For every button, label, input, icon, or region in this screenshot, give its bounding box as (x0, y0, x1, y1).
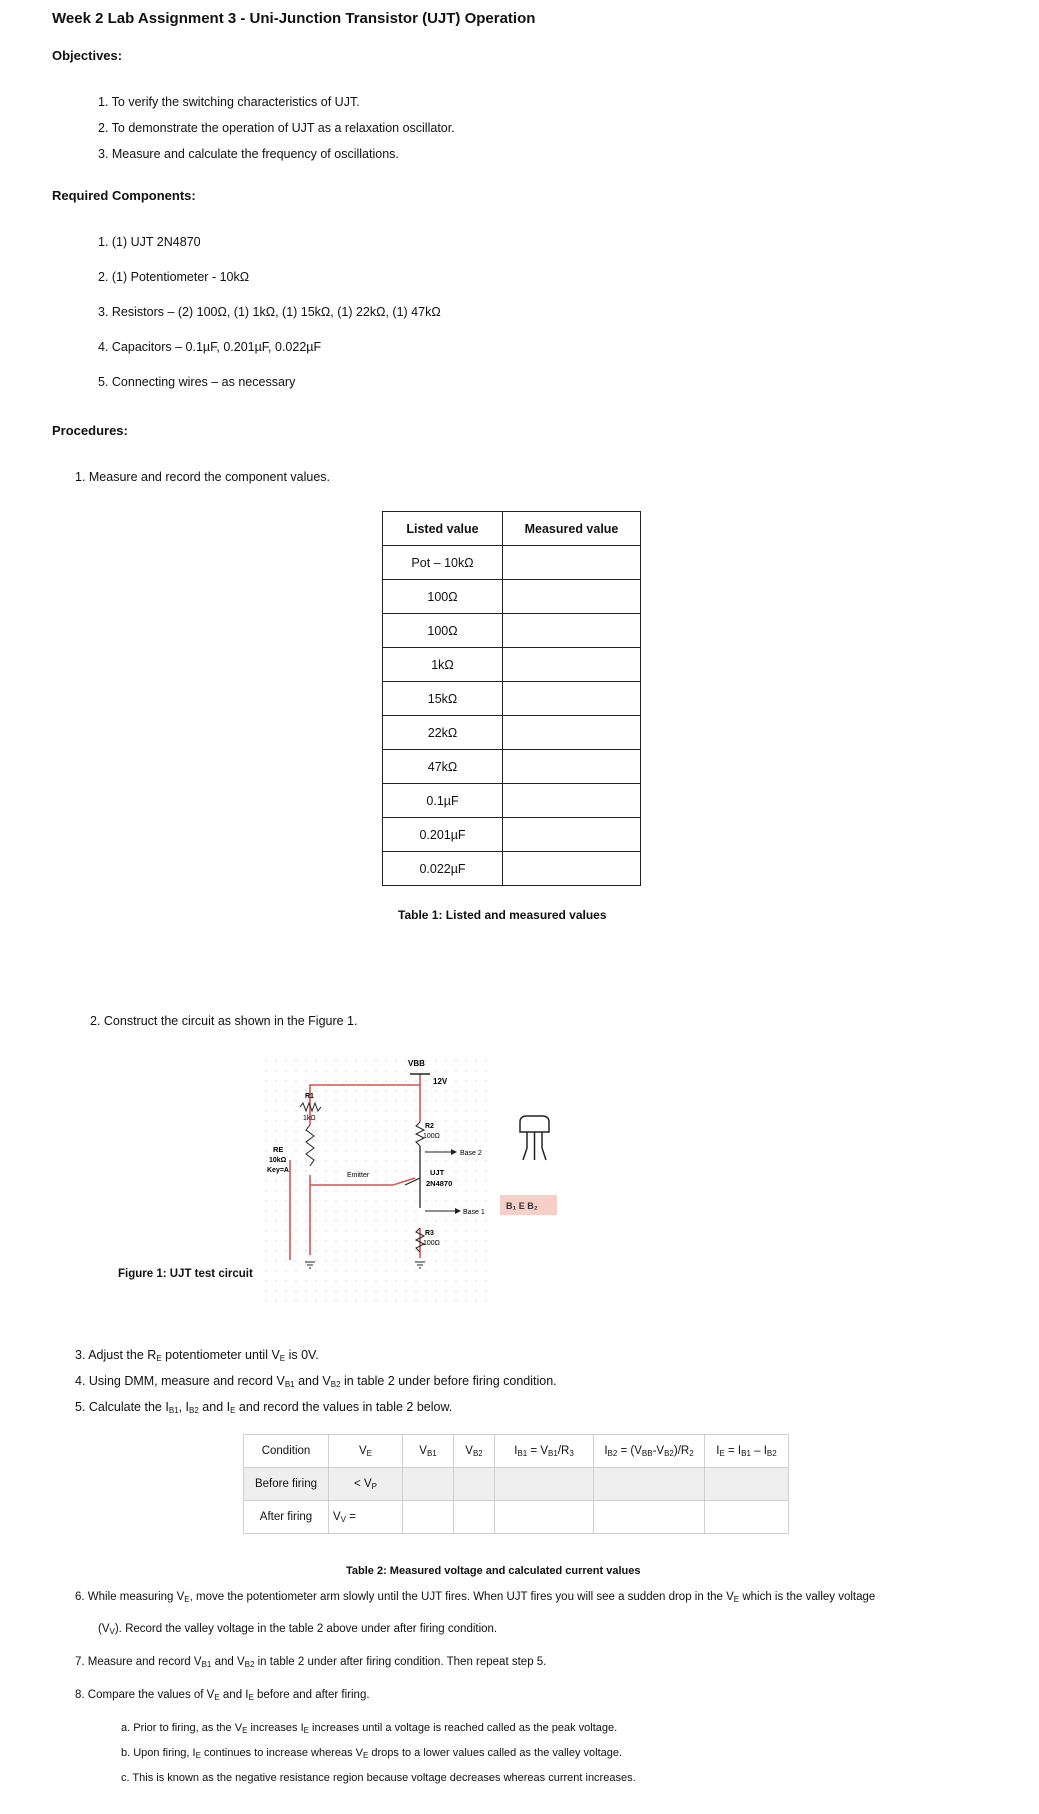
r1-value: 1kΩ (303, 1115, 316, 1122)
table1-header-measured: Measured value (503, 512, 641, 546)
table2-header-ve: $V_E$ (329, 1435, 403, 1468)
table1-cell: 47kΩ (383, 750, 503, 784)
table-row (383, 716, 641, 750)
grid-background (265, 1055, 490, 1305)
figure1-caption: Figure 1: UJT test circuit (118, 1268, 253, 1280)
procedure-step-4: 4. Using DMM, measure and record $V_{B1}$ and $V_{B2}$ in table 2 under before firing condition. (75, 1374, 557, 1389)
procedure-step-8: 8. Compare the values of $V_E$ and $I_E$ before and after firing. (75, 1689, 370, 1702)
procedure-step-5: 5. Calculate the $I_{B1}$, $I_{B2}$ and $I_E$ and record the values in table 2 below. (75, 1400, 453, 1415)
table-row (244, 1468, 789, 1501)
components-heading: Required Components: (52, 188, 196, 203)
procedure-step-8b: b. Upon firing, $I_E$ continues to increase whereas $V_E$ drops to a lower values called as the valley voltage. (121, 1747, 623, 1760)
table-measured-voltage (243, 1434, 789, 1534)
base2-label: Base 2 (460, 1150, 482, 1157)
component-item: 5. Connecting wires – as necessary (98, 375, 296, 389)
r2-value: 100Ω (423, 1133, 440, 1140)
table2-ve-after[interactable]: $V_V$ = (329, 1501, 403, 1534)
table2-input-cell[interactable] (403, 1468, 454, 1501)
table2-input-cell[interactable] (403, 1501, 454, 1534)
base1-label: Base 1 (463, 1209, 485, 1216)
table2-input-cell[interactable] (454, 1468, 495, 1501)
vbb-label: VBB (408, 1059, 425, 1068)
table-row (383, 784, 641, 818)
table-listed-measured (382, 511, 641, 886)
table2-input-cell[interactable] (454, 1501, 495, 1534)
table2-input-cell[interactable] (495, 1468, 594, 1501)
page-title: Week 2 Lab Assignment 3 - Uni-Junction Transistor (UJT) Operation (52, 10, 536, 27)
procedure-step-2: 2. Construct the circuit as shown in the Figure 1. (90, 1014, 358, 1028)
table-row (383, 580, 641, 614)
table-row (383, 546, 641, 580)
measured-cell[interactable] (503, 818, 641, 852)
measured-cell[interactable] (503, 648, 641, 682)
table1-cell: 100Ω (383, 580, 503, 614)
table2-header-vb1: $V_{B1}$ (403, 1435, 454, 1468)
table2-input-cell[interactable] (594, 1501, 705, 1534)
pin-labels: B₁ E B₂ (506, 1201, 538, 1211)
table2-header-ib1: $I_{B1} = V_{B1}/R_3$ (495, 1435, 594, 1468)
procedure-step-6: 6. While measuring $V_E$, move the potentiometer arm slowly until the UJT fires. When UJT fires you will see a sudden drop in the $V_E$ which is the valley voltage (75, 1591, 876, 1604)
re-key: Key=A (267, 1167, 289, 1174)
table2-header-condition: Condition (244, 1435, 329, 1468)
ujt-label: UJT (430, 1168, 445, 1177)
re-label: RE (273, 1145, 284, 1154)
table2-input-cell[interactable] (705, 1501, 789, 1534)
table1-cell: 0.1µF (383, 784, 503, 818)
procedure-step-8a: a. Prior to firing, as the $V_E$ increases $I_E$ increases until a voltage is reached called as the peak voltage. (121, 1722, 618, 1735)
table-row (383, 648, 641, 682)
table-row (244, 1501, 789, 1534)
table2-caption: Table 2: Measured voltage and calculated current values (346, 1565, 641, 1577)
procedure-step-3: 3. Adjust the $R_E$ potentiometer until $V_E$ is 0V. (75, 1348, 319, 1363)
objective-item: 3. Measure and calculate the frequency of oscillations. (98, 147, 399, 161)
table1-cell: Pot – 10kΩ (383, 546, 503, 580)
table2-condition-after: After firing (244, 1501, 329, 1534)
measured-cell[interactable] (503, 614, 641, 648)
table-row (383, 750, 641, 784)
procedure-step-1: 1. Measure and record the component values. (75, 470, 331, 484)
vbb-value: 12V (433, 1077, 448, 1086)
table1-caption: Table 1: Listed and measured values (398, 908, 607, 922)
table2-input-cell[interactable] (594, 1468, 705, 1501)
table2-header-ib2: $I_{B2} = (V_{BB}-V_{B2})/R_2$ (594, 1435, 705, 1468)
r1-label: R1 (305, 1093, 314, 1100)
measured-cell[interactable] (503, 580, 641, 614)
table1-cell: 1kΩ (383, 648, 503, 682)
r3-value: 100Ω (423, 1240, 440, 1247)
table1-cell: 0.201µF (383, 818, 503, 852)
table2-input-cell[interactable] (705, 1468, 789, 1501)
ujt-part: 2N4870 (426, 1179, 453, 1188)
table1-header-listed: Listed value (383, 512, 503, 546)
procedure-step-6-cont: $(V_V)$. Record the valley voltage in the table 2 above under after firing condition. (98, 1623, 498, 1636)
table2-header-vb2: $V_{B2}$ (454, 1435, 495, 1468)
measured-cell[interactable] (503, 750, 641, 784)
objectives-heading: Objectives: (52, 48, 123, 63)
measured-cell[interactable] (503, 716, 641, 750)
table-row (383, 614, 641, 648)
table1-cell: 0.022µF (383, 852, 503, 886)
r2-label: R2 (425, 1123, 434, 1130)
ujt-package-icon (520, 1116, 549, 1160)
table2-ve-before: < $V_P$ (329, 1468, 403, 1501)
procedure-step-7: 7. Measure and record $V_{B1}$ and $V_{B2}$ in table 2 under after firing condition. Then repeat step 5. (75, 1656, 547, 1669)
table-row (383, 818, 641, 852)
table-row (383, 682, 641, 716)
emitter-label: Emitter (347, 1172, 370, 1179)
table1-cell: 100Ω (383, 614, 503, 648)
component-item: 1. (1) UJT 2N4870 (98, 235, 201, 249)
measured-cell[interactable] (503, 546, 641, 580)
component-item: 3. Resistors – (2) 100Ω, (1) 1kΩ, (1) 15kΩ, (1) 22kΩ, (1) 47kΩ (98, 305, 441, 319)
component-item: 2. (1) Potentiometer - 10kΩ (98, 270, 250, 284)
measured-cell[interactable] (503, 682, 641, 716)
table2-condition-before: Before firing (244, 1468, 329, 1501)
ujt-circuit-diagram (265, 1050, 585, 1310)
procedures-heading: Procedures: (52, 423, 128, 438)
objective-item: 2. To demonstrate the operation of UJT as a relaxation oscillator. (98, 121, 455, 135)
component-item: 4. Capacitors – 0.1µF, 0.201µF, 0.022µF (98, 340, 322, 354)
table1-cell: 22kΩ (383, 716, 503, 750)
procedure-step-8c: c. This is known as the negative resistance region because voltage decreases whereas current increases. (121, 1772, 636, 1784)
objective-item: 1. To verify the switching characteristics of UJT. (98, 95, 360, 109)
re-value: 10kΩ (269, 1157, 287, 1164)
r3-label: R3 (425, 1230, 434, 1237)
measured-cell[interactable] (503, 852, 641, 886)
measured-cell[interactable] (503, 784, 641, 818)
table-row (383, 852, 641, 886)
table2-header-ie: $I_E = I_{B1} - I_{B2}$ (705, 1435, 789, 1468)
table1-cell: 15kΩ (383, 682, 503, 716)
table2-input-cell[interactable] (495, 1501, 594, 1534)
